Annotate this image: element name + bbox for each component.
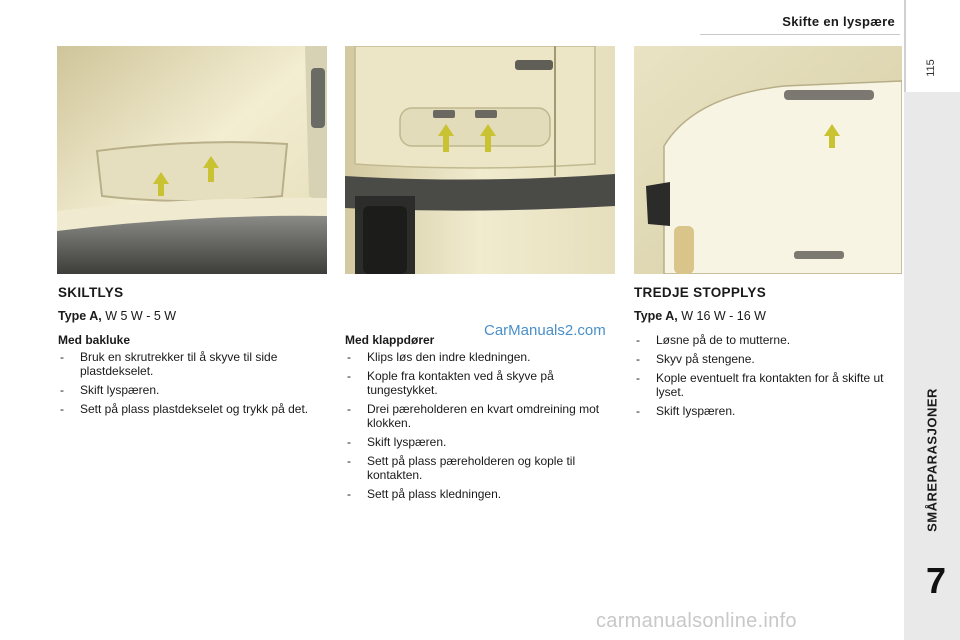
step-item: - Sett på plass kledningen. [345, 487, 620, 501]
type-label: Type A, [634, 309, 678, 323]
bulb-type-plate-light [58, 309, 176, 323]
type-label: Type A, [58, 309, 102, 323]
chapter-title: SMÅREPARASJONER [924, 388, 940, 532]
subheading-tailgate: Med bakluke [58, 333, 131, 347]
step-item: - Skyv på stengene. [634, 352, 902, 366]
watermark-carmanualsonline: carmanualsonline.info [596, 610, 797, 632]
step-item: - Sett på plass plastdekselet og trykk på det. [58, 402, 330, 416]
step-item: - Kople eventuelt fra kontakten for å skifte ut lyset. [634, 371, 902, 399]
photo-tailgate-plate-light [57, 46, 327, 274]
sidebar-divider [904, 0, 906, 92]
step-item: - Sett på plass pæreholderen og kople til kontakten. [345, 454, 620, 482]
page-header-title: Skifte en lyspære [782, 14, 895, 29]
chapter-number: 7 [925, 560, 947, 601]
chapter-sidebar [904, 0, 960, 640]
steps-swing-doors [345, 350, 620, 506]
section-heading-plate-light: SKILTLYS [58, 285, 124, 300]
header-divider [700, 34, 900, 35]
section-heading-third-brake-light: TREDJE STOPPLYS [634, 285, 767, 300]
step-item: - Kople fra kontakten ved å skyve på tungestykket. [345, 369, 620, 397]
type-value: W 16 W - 16 W [677, 309, 766, 323]
step-item: - Drei pæreholderen en kvart omdreining mot klokken. [345, 402, 620, 430]
bulb-type-third-brake-light [634, 309, 766, 323]
step-item: - Skift lyspæren. [345, 435, 620, 449]
photo-third-brake-light [634, 46, 902, 274]
steps-tailgate [58, 350, 330, 421]
photo-swing-doors-plate-light [345, 46, 615, 274]
steps-third-brake-light [634, 333, 902, 423]
page-number: 115 [925, 59, 937, 77]
step-item: - Skift lyspæren. [634, 404, 902, 418]
step-item: - Løsne på de to mutterne. [634, 333, 902, 347]
type-value: W 5 W - 5 W [101, 309, 177, 323]
step-item: - Bruk en skrutrekker til å skyve til side plastdekselet. [58, 350, 330, 378]
watermark-carmanuals2: CarManuals2.com [484, 322, 606, 339]
step-item: - Skift lyspæren. [58, 383, 330, 397]
step-item: - Klips løs den indre kledningen. [345, 350, 620, 364]
subheading-swing-doors: Med klappdører [345, 333, 435, 347]
